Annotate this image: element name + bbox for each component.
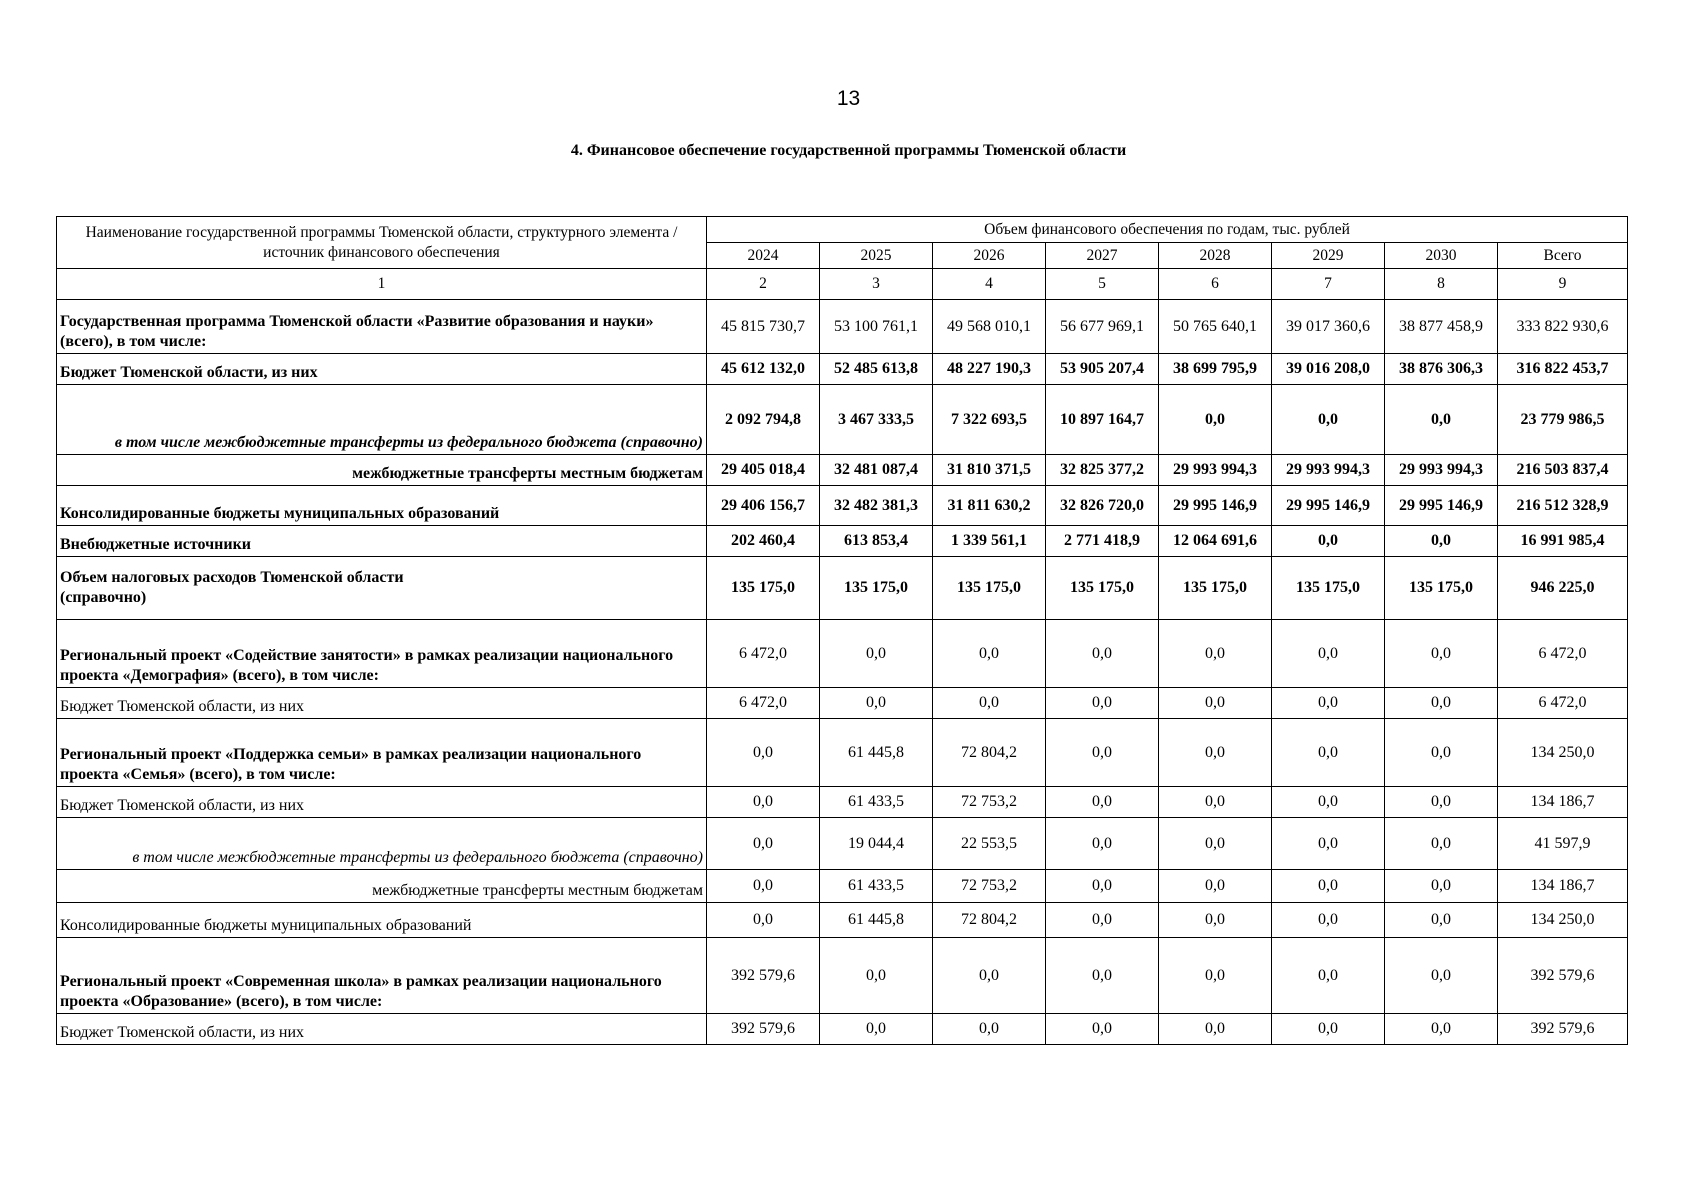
row-name: Государственная программа Тюменской области «Развитие образования и науки» (всего), в том числе:	[57, 300, 707, 354]
row-name: Региональный проект «Содействие занятости» в рамках реализации национального проекта «Демография» (всего), в том числе:	[57, 620, 707, 688]
row-value: 0,0	[1046, 1014, 1159, 1045]
table-row	[57, 557, 1628, 620]
row-value: 135 175,0	[1046, 557, 1159, 620]
row-value: 0,0	[1159, 620, 1272, 688]
row-name: межбюджетные трансферты местным бюджетам	[57, 455, 707, 486]
row-value: 0,0	[820, 620, 933, 688]
row-value: 0,0	[707, 818, 820, 870]
row-value: 0,0	[820, 938, 933, 1014]
row-value: 56 677 969,1	[1046, 300, 1159, 354]
row-value: 29 993 994,3	[1159, 455, 1272, 486]
header-year: 2030	[1385, 243, 1498, 269]
row-value: 0,0	[1385, 688, 1498, 719]
row-value: 0,0	[1159, 688, 1272, 719]
row-name: Региональный проект «Современная школа» в рамках реализации национального проекта «Образование» (всего), в том числе:	[57, 938, 707, 1014]
row-value: 45 815 730,7	[707, 300, 820, 354]
row-value: 72 753,2	[933, 787, 1046, 818]
row-value: 72 804,2	[933, 719, 1046, 787]
row-value: 10 897 164,7	[1046, 385, 1159, 455]
row-value: 392 579,6	[1498, 938, 1628, 1014]
col-number: 5	[1046, 269, 1159, 300]
row-value: 19 044,4	[820, 818, 933, 870]
row-value: 135 175,0	[1272, 557, 1385, 620]
row-name: Бюджет Тюменской области, из них	[57, 787, 707, 818]
row-name: Консолидированные бюджеты муниципальных образований	[57, 903, 707, 938]
row-value: 0,0	[1272, 385, 1385, 455]
row-value: 202 460,4	[707, 526, 820, 557]
row-value: 0,0	[1046, 870, 1159, 903]
header-name-column: Наименование государственной программы Тюменской области, структурного элемента / источник финансового обеспечения	[57, 217, 707, 269]
row-value: 392 579,6	[707, 938, 820, 1014]
row-name: Внебюджетные источники	[57, 526, 707, 557]
row-value: 0,0	[1046, 787, 1159, 818]
col-number: 1	[57, 269, 707, 300]
row-name: Консолидированные бюджеты муниципальных образований	[57, 486, 707, 526]
row-value: 946 225,0	[1498, 557, 1628, 620]
col-number: 7	[1272, 269, 1385, 300]
row-value: 49 568 010,1	[933, 300, 1046, 354]
row-value: 613 853,4	[820, 526, 933, 557]
row-value: 0,0	[820, 688, 933, 719]
col-number: 6	[1159, 269, 1272, 300]
table-row	[57, 938, 1628, 1014]
row-value: 3 467 333,5	[820, 385, 933, 455]
col-number: 2	[707, 269, 820, 300]
row-value: 0,0	[1272, 620, 1385, 688]
row-value: 29 405 018,4	[707, 455, 820, 486]
row-value: 12 064 691,6	[1159, 526, 1272, 557]
row-value: 29 406 156,7	[707, 486, 820, 526]
row-value: 316 822 453,7	[1498, 354, 1628, 385]
row-value: 6 472,0	[707, 688, 820, 719]
row-value: 134 186,7	[1498, 870, 1628, 903]
row-name: в том числе межбюджетные трансферты из федерального бюджета (справочно)	[57, 385, 707, 455]
row-value: 0,0	[707, 870, 820, 903]
row-value: 0,0	[1159, 787, 1272, 818]
row-value: 0,0	[707, 903, 820, 938]
row-value: 32 482 381,3	[820, 486, 933, 526]
row-value: 72 753,2	[933, 870, 1046, 903]
row-value: 0,0	[1159, 818, 1272, 870]
row-value: 32 481 087,4	[820, 455, 933, 486]
row-value: 134 186,7	[1498, 787, 1628, 818]
row-value: 0,0	[1272, 787, 1385, 818]
row-value: 392 579,6	[1498, 1014, 1628, 1045]
row-value: 61 433,5	[820, 870, 933, 903]
row-value: 22 553,5	[933, 818, 1046, 870]
row-value: 29 993 994,3	[1385, 455, 1498, 486]
row-value: 29 995 146,9	[1272, 486, 1385, 526]
table-row	[57, 818, 1628, 870]
table-row	[57, 1014, 1628, 1045]
table-row	[57, 903, 1628, 938]
header-year: 2026	[933, 243, 1046, 269]
row-value: 0,0	[1385, 870, 1498, 903]
row-value: 53 100 761,1	[820, 300, 933, 354]
row-value: 0,0	[1159, 385, 1272, 455]
row-value: 0,0	[1385, 526, 1498, 557]
row-value: 0,0	[1272, 1014, 1385, 1045]
row-name: Бюджет Тюменской области, из них	[57, 688, 707, 719]
table-row	[57, 526, 1628, 557]
table-row	[57, 787, 1628, 818]
col-number: 4	[933, 269, 1046, 300]
row-value: 0,0	[1385, 719, 1498, 787]
row-value: 2 771 418,9	[1046, 526, 1159, 557]
header-year: 2024	[707, 243, 820, 269]
row-value: 6 472,0	[707, 620, 820, 688]
row-value: 0,0	[820, 1014, 933, 1045]
row-value: 61 445,8	[820, 903, 933, 938]
row-value: 29 995 146,9	[1159, 486, 1272, 526]
page-number: 13	[836, 87, 861, 110]
row-value: 0,0	[1046, 903, 1159, 938]
row-value: 39 017 360,6	[1272, 300, 1385, 354]
row-value: 0,0	[1385, 903, 1498, 938]
row-value: 0,0	[1272, 719, 1385, 787]
row-value: 0,0	[1385, 787, 1498, 818]
row-value: 392 579,6	[707, 1014, 820, 1045]
col-number: 3	[820, 269, 933, 300]
table-row	[57, 354, 1628, 385]
row-value: 0,0	[933, 1014, 1046, 1045]
table-row	[57, 719, 1628, 787]
row-value: 23 779 986,5	[1498, 385, 1628, 455]
row-value: 135 175,0	[820, 557, 933, 620]
row-value: 0,0	[1159, 1014, 1272, 1045]
row-name-line: (справочно)	[60, 589, 147, 606]
row-value: 32 825 377,2	[1046, 455, 1159, 486]
row-value: 29 993 994,3	[1272, 455, 1385, 486]
row-value: 0,0	[1272, 818, 1385, 870]
row-value: 29 995 146,9	[1385, 486, 1498, 526]
row-value: 0,0	[933, 688, 1046, 719]
row-value: 61 445,8	[820, 719, 933, 787]
row-value: 0,0	[1385, 818, 1498, 870]
row-value: 135 175,0	[933, 557, 1046, 620]
row-name-line: Объем налоговых расходов Тюменской области	[60, 569, 404, 586]
row-value: 38 699 795,9	[1159, 354, 1272, 385]
row-value: 0,0	[1272, 938, 1385, 1014]
row-value: 216 503 837,4	[1498, 455, 1628, 486]
row-value: 0,0	[933, 938, 1046, 1014]
header-year: 2029	[1272, 243, 1385, 269]
row-value: 50 765 640,1	[1159, 300, 1272, 354]
row-value: 135 175,0	[1385, 557, 1498, 620]
financing-table	[56, 216, 1628, 1045]
row-value: 61 433,5	[820, 787, 933, 818]
row-value: 45 612 132,0	[707, 354, 820, 385]
table-row	[57, 300, 1628, 354]
row-value: 0,0	[1046, 688, 1159, 719]
row-value: 2 092 794,8	[707, 385, 820, 455]
row-value: 0,0	[1159, 870, 1272, 903]
row-value: 0,0	[707, 719, 820, 787]
row-value: 41 597,9	[1498, 818, 1628, 870]
row-name: межбюджетные трансферты местным бюджетам	[57, 870, 707, 903]
header-volume-group: Объем финансового обеспечения по годам, тыс. рублей	[707, 217, 1628, 243]
row-value: 38 876 306,3	[1385, 354, 1498, 385]
row-value: 31 811 630,2	[933, 486, 1046, 526]
row-value: 72 804,2	[933, 903, 1046, 938]
row-value: 0,0	[1159, 903, 1272, 938]
row-value: 38 877 458,9	[1385, 300, 1498, 354]
row-value: 0,0	[707, 787, 820, 818]
row-value: 134 250,0	[1498, 903, 1628, 938]
row-value: 0,0	[1385, 620, 1498, 688]
row-value: 0,0	[1385, 1014, 1498, 1045]
table-row	[57, 455, 1628, 486]
row-value: 0,0	[933, 620, 1046, 688]
row-value: 0,0	[1272, 870, 1385, 903]
header-year: 2028	[1159, 243, 1272, 269]
row-value: 0,0	[1046, 719, 1159, 787]
row-name: Бюджет Тюменской области, из них	[57, 354, 707, 385]
row-value: 39 016 208,0	[1272, 354, 1385, 385]
row-value: 135 175,0	[707, 557, 820, 620]
row-value: 333 822 930,6	[1498, 300, 1628, 354]
row-value: 1 339 561,1	[933, 526, 1046, 557]
row-value: 134 250,0	[1498, 719, 1628, 787]
row-value: 0,0	[1046, 620, 1159, 688]
table-row	[57, 870, 1628, 903]
row-value: 48 227 190,3	[933, 354, 1046, 385]
row-value: 16 991 985,4	[1498, 526, 1628, 557]
row-name: в том числе межбюджетные трансферты из федерального бюджета (справочно)	[57, 818, 707, 870]
col-number: 8	[1385, 269, 1498, 300]
row-value: 0,0	[1272, 688, 1385, 719]
header-year: 2025	[820, 243, 933, 269]
row-value: 0,0	[1159, 719, 1272, 787]
col-number: 9	[1498, 269, 1628, 300]
row-value: 0,0	[1272, 526, 1385, 557]
row-value: 31 810 371,5	[933, 455, 1046, 486]
row-value: 0,0	[1159, 938, 1272, 1014]
row-value: 0,0	[1272, 903, 1385, 938]
row-value: 0,0	[1046, 938, 1159, 1014]
row-value: 0,0	[1385, 938, 1498, 1014]
row-value: 7 322 693,5	[933, 385, 1046, 455]
row-value: 52 485 613,8	[820, 354, 933, 385]
row-name	[57, 557, 707, 620]
section-title: 4. Финансовое обеспечение государственной программы Тюменской области	[570, 142, 1127, 159]
header-total: Всего	[1498, 243, 1628, 269]
row-value: 0,0	[1046, 818, 1159, 870]
row-value: 135 175,0	[1159, 557, 1272, 620]
row-value: 216 512 328,9	[1498, 486, 1628, 526]
table-row	[57, 688, 1628, 719]
table-row	[57, 385, 1628, 455]
header-year: 2027	[1046, 243, 1159, 269]
row-value: 0,0	[1385, 385, 1498, 455]
row-name: Бюджет Тюменской области, из них	[57, 1014, 707, 1045]
row-value: 32 826 720,0	[1046, 486, 1159, 526]
table-row	[57, 620, 1628, 688]
table-row	[57, 486, 1628, 526]
row-value: 6 472,0	[1498, 620, 1628, 688]
row-value: 6 472,0	[1498, 688, 1628, 719]
row-name: Региональный проект «Поддержка семьи» в рамках реализации национального проекта «Семья» (всего), в том числе:	[57, 719, 707, 787]
row-value: 53 905 207,4	[1046, 354, 1159, 385]
